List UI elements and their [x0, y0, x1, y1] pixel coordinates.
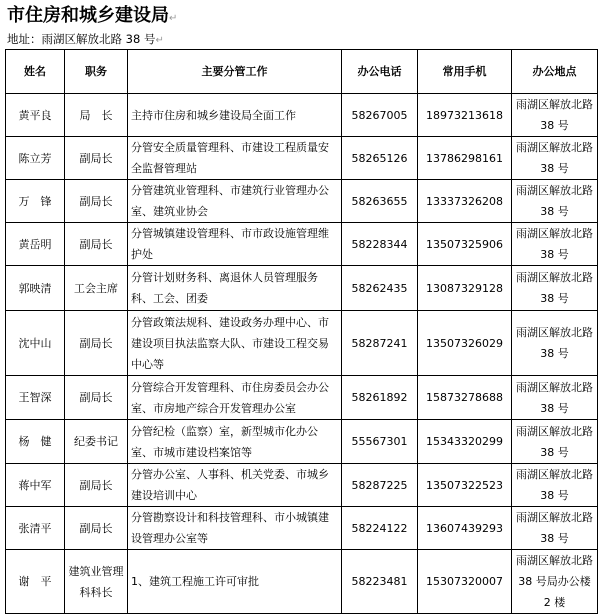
- staff-title: 副局长: [65, 223, 128, 266]
- table-row: [6, 550, 598, 614]
- staff-duties: 分管城镇建设管理科、市市政设施管理维护处: [128, 223, 342, 266]
- staff-title: 纪委书记: [65, 420, 128, 464]
- office-phone: 58224122: [342, 507, 418, 550]
- page-title: 市住房和城乡建设局↵: [7, 5, 178, 26]
- mobile-phone: 13507325906: [418, 223, 512, 266]
- staff-name: 蒋中军: [6, 464, 65, 507]
- staff-name: 陈立芳: [6, 137, 65, 180]
- office-location: 雨湖区解放北路 38 号: [512, 266, 598, 311]
- paragraph-mark-icon: ↵: [169, 13, 178, 24]
- office-phone: 58287225: [342, 464, 418, 507]
- header-location: 办公地点: [512, 50, 598, 94]
- header-title: 职务: [65, 50, 128, 94]
- office-location: 雨湖区解放北路 38 号局办公楼 2 楼: [512, 550, 598, 614]
- paragraph-mark-icon: ↵: [155, 35, 164, 46]
- staff-duties: 主持市住房和城乡建设局全面工作: [128, 94, 342, 137]
- office-phone: 58287241: [342, 311, 418, 376]
- table-row: [6, 464, 598, 507]
- staff-name: 黄平良: [6, 94, 65, 137]
- staff-duties: 1、建筑工程施工许可审批: [128, 550, 342, 614]
- office-location: 雨湖区解放北路 38 号: [512, 507, 598, 550]
- staff-name: 万 锋: [6, 180, 65, 223]
- office-phone: 58261892: [342, 376, 418, 420]
- office-phone: 58267005: [342, 94, 418, 137]
- staff-directory-table: [5, 49, 598, 614]
- office-phone: 58265126: [342, 137, 418, 180]
- staff-title: 副局长: [65, 137, 128, 180]
- staff-duties: 分管计划财务科、离退休人员管理服务科、工会、团委: [128, 266, 342, 311]
- staff-duties: 分管政策法规科、建设政务办理中心、市建设项目执法监察大队、市建设工程交易中心等: [128, 311, 342, 376]
- mobile-phone: 13507326029: [418, 311, 512, 376]
- staff-name: 杨 健: [6, 420, 65, 464]
- office-phone: 58223481: [342, 550, 418, 614]
- table-header-row: [6, 50, 598, 94]
- mobile-phone: 15307320007: [418, 550, 512, 614]
- office-phone: 58262435: [342, 266, 418, 311]
- staff-title: 工会主席: [65, 266, 128, 311]
- mobile-phone: 13786298161: [418, 137, 512, 180]
- staff-title: 局 长: [65, 94, 128, 137]
- table-row: [6, 507, 598, 550]
- staff-title: 副局长: [65, 376, 128, 420]
- staff-duties: 分管纪检（监察）室，新型城市化办公室、市城市建设档案馆等: [128, 420, 342, 464]
- table-row: [6, 223, 598, 266]
- staff-title: 副局长: [65, 464, 128, 507]
- table-row: [6, 137, 598, 180]
- table-row: [6, 420, 598, 464]
- staff-name: 谢 平: [6, 550, 65, 614]
- table-row: [6, 311, 598, 376]
- address-line: 地址：雨湖区解放北路 38 号↵: [7, 32, 164, 46]
- staff-title: 副局长: [65, 311, 128, 376]
- mobile-phone: 18973213618: [418, 94, 512, 137]
- mobile-phone: 13337326208: [418, 180, 512, 223]
- staff-name: 王智深: [6, 376, 65, 420]
- staff-duties: 分管建筑业管理科、市建筑行业管理办公室、建筑业协会: [128, 180, 342, 223]
- staff-name: 沈中山: [6, 311, 65, 376]
- mobile-phone: 15343320299: [418, 420, 512, 464]
- header-duties: 主要分管工作: [128, 50, 342, 94]
- office-location: 雨湖区解放北路 38 号: [512, 311, 598, 376]
- table-row: [6, 266, 598, 311]
- table-row: [6, 376, 598, 420]
- table-row: [6, 180, 598, 223]
- office-location: 雨湖区解放北路 38 号: [512, 420, 598, 464]
- header-mobile: 常用手机: [418, 50, 512, 94]
- mobile-phone: 13507322523: [418, 464, 512, 507]
- staff-title: 建筑业管理科科长: [65, 550, 128, 614]
- header-office-phone: 办公电话: [342, 50, 418, 94]
- staff-title: 副局长: [65, 507, 128, 550]
- office-location: 雨湖区解放北路 38 号: [512, 137, 598, 180]
- staff-name: 郭映清: [6, 266, 65, 311]
- staff-name: 黄岳明: [6, 223, 65, 266]
- office-phone: 55567301: [342, 420, 418, 464]
- table-row: [6, 94, 598, 137]
- office-location: 雨湖区解放北路 38 号: [512, 94, 598, 137]
- staff-title: 副局长: [65, 180, 128, 223]
- mobile-phone: 13607439293: [418, 507, 512, 550]
- staff-duties: 分管安全质量管理科、市建设工程质量安全监督管理站: [128, 137, 342, 180]
- office-location: 雨湖区解放北路 38 号: [512, 180, 598, 223]
- staff-duties: 分管综合开发管理科、市住房委员会办公室、市房地产综合开发管理办公室: [128, 376, 342, 420]
- mobile-phone: 15873278688: [418, 376, 512, 420]
- office-phone: 58228344: [342, 223, 418, 266]
- staff-name: 张清平: [6, 507, 65, 550]
- office-location: 雨湖区解放北路 38 号: [512, 376, 598, 420]
- office-location: 雨湖区解放北路 38 号: [512, 464, 598, 507]
- header-name: 姓名: [6, 50, 65, 94]
- mobile-phone: 13087329128: [418, 266, 512, 311]
- staff-duties: 分管勘察设计和科技管理科、市小城镇建设管理办公室等: [128, 507, 342, 550]
- staff-duties: 分管办公室、人事科、机关党委、市城乡建设培训中心: [128, 464, 342, 507]
- office-phone: 58263655: [342, 180, 418, 223]
- office-location: 雨湖区解放北路 38 号: [512, 223, 598, 266]
